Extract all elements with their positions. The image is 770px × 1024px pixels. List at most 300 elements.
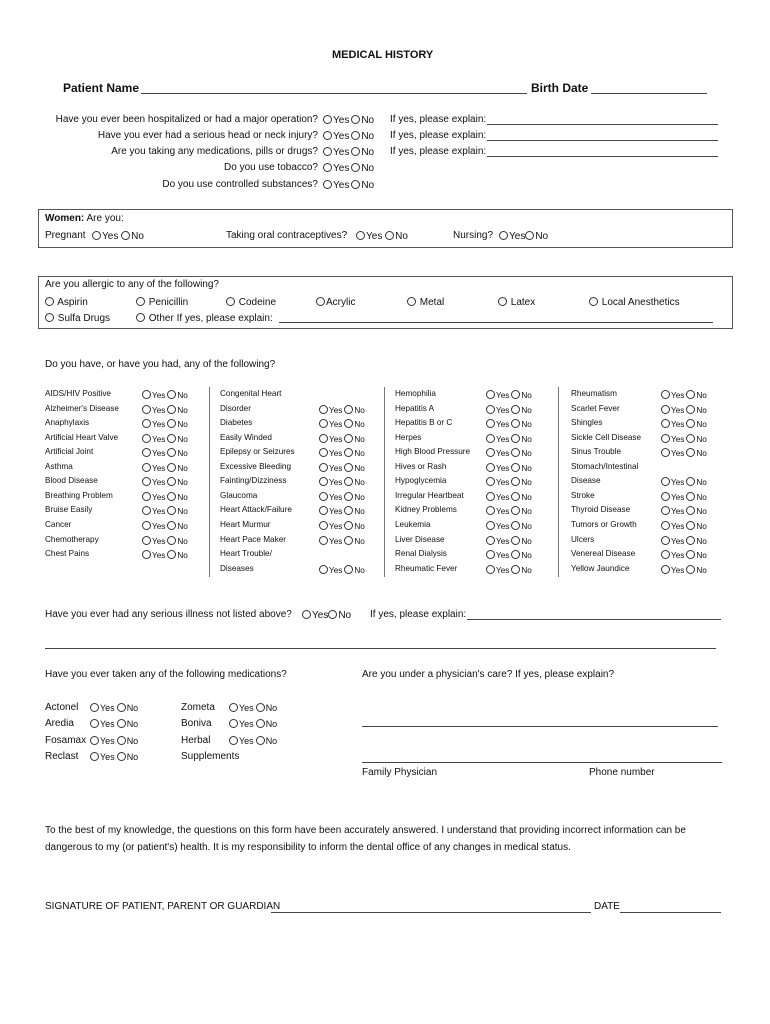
condition-hives-or-rash-no-radio[interactable] — [511, 463, 520, 472]
condition-label: Chest Pains — [45, 549, 90, 559]
condition-shingles-yes-no[interactable] — [661, 419, 707, 429]
acrylic-radio[interactable] — [316, 297, 325, 306]
yes-label: Yes — [671, 507, 685, 517]
contraceptives-yes-no[interactable]: Yes No — [356, 231, 408, 242]
condition-sickle-cell-disease-no-radio[interactable] — [686, 434, 695, 443]
condition-label: Congenital Heart — [220, 389, 282, 398]
condition-kidney-problems-yes-no[interactable] — [486, 506, 532, 516]
condition-high-blood-pressure-yes-radio[interactable] — [486, 448, 495, 457]
condition-cancer-no-radio[interactable] — [167, 521, 176, 530]
patient-name-label: Patient Name — [63, 81, 140, 95]
condition-ulcers-yes-radio[interactable] — [661, 536, 670, 545]
condition-heart-attack-failure-no-radio[interactable] — [344, 506, 353, 515]
medication-boniva-no-radio[interactable] — [256, 719, 265, 728]
condition-yellow-jaundice-yes-radio[interactable] — [661, 565, 670, 574]
contraceptives-yes-radio[interactable] — [356, 231, 365, 240]
yes-label: Yes — [333, 163, 350, 174]
condition-label: Liver Disease — [395, 534, 445, 544]
condition-label: Disorder — [220, 403, 251, 413]
condition-scarlet-fever-yes-radio[interactable] — [661, 405, 670, 414]
condition-hives-or-rash-yes-radio[interactable] — [486, 463, 495, 472]
condition-label: Shingles — [571, 418, 603, 428]
condition-asthma-no-radio[interactable] — [167, 463, 176, 472]
condition-hypoglycemia-yes-radio[interactable] — [486, 477, 495, 486]
condition-breathing-problem-yes-no[interactable] — [142, 492, 188, 502]
medication-boniva-yes-radio[interactable] — [229, 719, 238, 728]
medication-fosamax-no-radio[interactable] — [117, 736, 126, 745]
condition-thyroid-disease-yes-no[interactable] — [661, 506, 707, 516]
condition-hemophilia-yes-no[interactable] — [486, 390, 532, 400]
yes-label: Yes — [496, 463, 510, 473]
condition-hepatitis-b-or-c-no-radio[interactable] — [511, 419, 520, 428]
condition-breathing-problem-no-radio[interactable] — [167, 492, 176, 501]
yes-label: Yes — [152, 420, 166, 430]
medication-zometa-yes-radio[interactable] — [229, 703, 238, 712]
condition-stroke-yes-no[interactable] — [661, 492, 707, 502]
yes-label: Yes — [152, 492, 166, 502]
question-5: Do you use controlled substances? — [162, 179, 318, 190]
condition-alzheimer-s-disease-yes-no[interactable] — [142, 405, 188, 415]
nursing-yes-no[interactable]: Yes No — [499, 231, 548, 242]
no-label: No — [696, 521, 707, 531]
codeine-option[interactable] — [226, 297, 276, 308]
condition-hemophilia-yes-radio[interactable] — [486, 390, 495, 399]
question-2-yes-radio[interactable] — [323, 131, 332, 140]
condition-hepatitis-a-yes-radio[interactable] — [486, 405, 495, 414]
no-label: No — [177, 478, 188, 488]
condition-chemotherapy-no-radio[interactable] — [167, 536, 176, 545]
condition-label: Hepatitis B or C — [395, 418, 453, 428]
condition-sickle-cell-disease-yes-radio[interactable] — [661, 434, 670, 443]
medication-reclast-yes-radio[interactable] — [90, 752, 99, 761]
condition-heart-pace-maker-no-radio[interactable] — [344, 536, 353, 545]
yes-label: Yes — [152, 434, 166, 444]
codeine-radio[interactable] — [226, 297, 235, 306]
condition-label: Disease — [571, 476, 601, 486]
question-2-yes-no[interactable] — [323, 131, 374, 142]
condition-excessive-bleeding-yes-no[interactable] — [319, 463, 365, 473]
patient-name-field[interactable] — [141, 93, 527, 94]
condition-breathing-problem-yes-radio[interactable] — [142, 492, 151, 501]
condition-chemotherapy-yes-no[interactable] — [142, 536, 188, 546]
pregnant-yes-radio[interactable] — [92, 231, 101, 240]
condition-blood-disease-no-radio[interactable] — [167, 477, 176, 486]
condition-renal-dialysis-yes-radio[interactable] — [486, 550, 495, 559]
condition-blood-disease-yes-radio[interactable] — [142, 477, 151, 486]
no-label: No — [361, 115, 375, 126]
question-2: Have you ever had a serious head or neck injury? — [97, 130, 318, 141]
metal-option[interactable] — [407, 297, 444, 308]
no-label: No — [696, 391, 707, 400]
local-anesthetics-radio[interactable] — [589, 297, 598, 306]
penicillin-radio[interactable] — [136, 297, 145, 306]
yes-label: Yes — [496, 391, 510, 400]
condition-high-blood-pressure-no-radio[interactable] — [511, 448, 520, 457]
birth-date-field[interactable] — [591, 93, 707, 94]
nursing-no-radio[interactable] — [525, 231, 534, 240]
family-physician-field[interactable] — [362, 762, 722, 763]
condition-artificial-heart-valve-yes-no[interactable] — [142, 434, 188, 444]
question-1-no-radio[interactable] — [351, 115, 360, 124]
physician-question: Are you under a physician's care? If yes, please explain? — [362, 669, 615, 680]
condition-glaucoma-no-radio[interactable] — [344, 492, 353, 501]
condition-easily-winded-no-radio[interactable] — [344, 434, 353, 443]
medication-aredia-yes-radio[interactable] — [90, 719, 99, 728]
yes-label: Yes — [329, 521, 343, 531]
condition-diseases-no-radio[interactable] — [344, 565, 353, 574]
no-label: No — [354, 492, 365, 502]
condition-epilepsy-or-seizures-yes-no[interactable] — [319, 448, 365, 458]
condition-artificial-heart-valve-no-radio[interactable] — [167, 434, 176, 443]
condition-disorder-yes-radio[interactable] — [319, 405, 328, 414]
condition-disease-yes-radio[interactable] — [661, 477, 670, 486]
metal-label: Metal — [417, 297, 445, 308]
no-label: No — [177, 463, 188, 473]
medication-herbal-yes-radio[interactable] — [229, 736, 238, 745]
explain-label: If yes, please explain: — [390, 114, 487, 125]
condition-anaphylaxis-no-radio[interactable] — [167, 419, 176, 428]
metal-radio[interactable] — [407, 297, 416, 306]
condition-hepatitis-b-or-c-yes-no[interactable] — [486, 419, 532, 429]
yes-label: Yes — [496, 551, 510, 561]
condition-alzheimer-s-disease-yes-radio[interactable] — [142, 405, 151, 414]
question-4-yes-radio[interactable] — [323, 163, 332, 172]
condition-label: Heart Murmur — [220, 519, 271, 529]
condition-hypoglycemia-yes-no[interactable] — [486, 477, 532, 487]
form-title: MEDICAL HISTORY — [332, 49, 434, 61]
date-field[interactable] — [620, 912, 721, 913]
condition-heart-pace-maker-yes-no[interactable] — [319, 536, 365, 546]
penicillin-label: Penicillin — [146, 297, 189, 308]
condition-heart-murmur-yes-radio[interactable] — [319, 521, 328, 530]
condition-aids-hiv-positive-yes-no[interactable] — [142, 390, 188, 400]
serious-illness-extra-line[interactable] — [45, 648, 716, 649]
condition-label: Diseases — [220, 563, 254, 573]
condition-disease-yes-no[interactable] — [661, 477, 707, 487]
no-label: No — [177, 536, 188, 546]
condition-diseases-yes-radio[interactable] — [319, 565, 328, 574]
question-1-yes-no[interactable] — [323, 115, 374, 126]
condition-thyroid-disease-no-radio[interactable] — [686, 506, 695, 515]
no-label: No — [521, 492, 532, 502]
no-label: No — [521, 536, 532, 546]
condition-anaphylaxis-yes-no[interactable] — [142, 419, 188, 429]
condition-excessive-bleeding-no-radio[interactable] — [344, 463, 353, 472]
yes-label: Yes — [496, 492, 510, 502]
condition-sinus-trouble-no-radio[interactable] — [686, 448, 695, 457]
pregnant-no-radio[interactable] — [121, 231, 130, 240]
question-3-no-radio[interactable] — [351, 147, 360, 156]
sulfa-drugs-radio[interactable] — [45, 313, 54, 322]
question-2-no-radio[interactable] — [351, 131, 360, 140]
condition-easily-winded-yes-no[interactable] — [319, 434, 365, 444]
condition-fainting-dizziness-yes-radio[interactable] — [319, 477, 328, 486]
aspirin-radio[interactable] — [45, 297, 54, 306]
condition-leukemia-no-radio[interactable] — [511, 521, 520, 530]
women-heading: Women: Are you: — [45, 213, 124, 224]
condition-thyroid-disease-yes-radio[interactable] — [661, 506, 670, 515]
condition-venereal-disease-no-radio[interactable] — [686, 550, 695, 559]
condition-label: Rheumatic Fever — [395, 563, 458, 573]
yes-label: Yes — [239, 736, 254, 746]
condition-yellow-jaundice-yes-no[interactable] — [661, 565, 707, 575]
contraceptives-no-radio[interactable] — [385, 231, 394, 240]
question-3-yes-no[interactable] — [323, 147, 374, 158]
condition-label: Rheumatism — [571, 389, 617, 398]
medication-herbal-yes-no[interactable] — [229, 736, 277, 746]
condition-chemotherapy-yes-radio[interactable] — [142, 536, 151, 545]
condition-asthma-yes-no[interactable] — [142, 463, 188, 473]
condition-rheumatic-fever-yes-radio[interactable] — [486, 565, 495, 574]
serious-illness-explain-label: If yes, please explain: — [370, 609, 467, 620]
yes-label: Yes — [671, 536, 685, 546]
medication-label: Boniva — [181, 718, 212, 729]
condition-stroke-no-radio[interactable] — [686, 492, 695, 501]
condition-label: Hypoglycemia — [395, 476, 447, 486]
condition-irregular-heartbeat-yes-no[interactable] — [486, 492, 532, 502]
condition-diabetes-yes-no[interactable] — [319, 419, 365, 429]
serious-illness-yes-no[interactable]: Yes No — [302, 610, 351, 621]
sulfa-drugs-option[interactable]: Sulfa Drugs — [45, 313, 110, 324]
condition-alzheimer-s-disease-no-radio[interactable] — [167, 405, 176, 414]
condition-diseases-yes-no[interactable] — [319, 565, 365, 575]
condition-rheumatic-fever-no-radio[interactable] — [511, 565, 520, 574]
condition-excessive-bleeding-yes-radio[interactable] — [319, 463, 328, 472]
condition-heart-murmur-no-radio[interactable] — [344, 521, 353, 530]
latex-option[interactable] — [498, 297, 535, 308]
yes-label: Yes — [152, 478, 166, 488]
medication-aredia-no-radio[interactable] — [117, 719, 126, 728]
condition-liver-disease-no-radio[interactable] — [511, 536, 520, 545]
medication-aredia-yes-no[interactable] — [90, 719, 138, 729]
condition-shingles-no-radio[interactable] — [686, 419, 695, 428]
condition-chest-pains-yes-no[interactable] — [142, 550, 188, 560]
penicillin-option[interactable] — [136, 297, 188, 308]
other-allergy-explain-field[interactable] — [279, 322, 713, 323]
acrylic-option[interactable] — [316, 297, 355, 308]
yes-label: Yes — [329, 463, 343, 473]
condition-scarlet-fever-no-radio[interactable] — [686, 405, 695, 414]
no-label: No — [177, 391, 188, 400]
question-1-explain-field[interactable] — [487, 124, 718, 125]
condition-anaphylaxis-yes-radio[interactable] — [142, 419, 151, 428]
question-3-yes-radio[interactable] — [323, 147, 332, 156]
question-3-explain-field[interactable] — [487, 156, 718, 157]
condition-venereal-disease-yes-radio[interactable] — [661, 550, 670, 559]
condition-herpes-yes-no[interactable] — [486, 434, 532, 444]
condition-renal-dialysis-yes-no[interactable] — [486, 550, 532, 560]
condition-heart-pace-maker-yes-radio[interactable] — [319, 536, 328, 545]
condition-label: Irregular Heartbeat — [395, 490, 464, 500]
condition-hypoglycemia-no-radio[interactable] — [511, 477, 520, 486]
question-1-yes-radio[interactable] — [323, 115, 332, 124]
condition-liver-disease-yes-radio[interactable] — [486, 536, 495, 545]
conditions-question: Do you have, or have you had, any of the following? — [45, 359, 276, 370]
condition-disease-no-radio[interactable] — [686, 477, 695, 486]
condition-epilepsy-or-seizures-no-radio[interactable] — [344, 448, 353, 457]
condition-artificial-heart-valve-yes-radio[interactable] — [142, 434, 151, 443]
condition-hives-or-rash-yes-no[interactable] — [486, 463, 532, 473]
condition-renal-dialysis-no-radio[interactable] — [511, 550, 520, 559]
condition-herpes-no-radio[interactable] — [511, 434, 520, 443]
condition-label: Asthma — [45, 461, 73, 471]
condition-epilepsy-or-seizures-yes-radio[interactable] — [319, 448, 328, 457]
condition-ulcers-no-radio[interactable] — [686, 536, 695, 545]
nursing-yes-radio[interactable] — [499, 231, 508, 240]
condition-aids-hiv-positive-yes-radio[interactable] — [142, 390, 151, 399]
condition-chest-pains-yes-radio[interactable] — [142, 550, 151, 559]
condition-high-blood-pressure-yes-no[interactable] — [486, 448, 532, 458]
no-label: No — [521, 507, 532, 517]
local-anesthetics-option[interactable] — [589, 297, 680, 308]
condition-herpes-yes-radio[interactable] — [486, 434, 495, 443]
condition-leukemia-yes-radio[interactable] — [486, 521, 495, 530]
medications-question: Have you ever taken any of the following medications? — [45, 669, 287, 680]
pregnant-yes-no[interactable]: Yes No — [92, 231, 144, 242]
condition-shingles-yes-radio[interactable] — [661, 419, 670, 428]
condition-sickle-cell-disease-yes-no[interactable] — [661, 434, 707, 444]
condition-disorder-no-radio[interactable] — [344, 405, 353, 414]
condition-venereal-disease-yes-no[interactable] — [661, 550, 707, 560]
medication-label: Supplements — [181, 751, 240, 762]
question-4-no-radio[interactable] — [351, 163, 360, 172]
medication-boniva-yes-no[interactable] — [229, 719, 277, 729]
condition-cancer-yes-radio[interactable] — [142, 521, 151, 530]
condition-sinus-trouble-yes-radio[interactable] — [661, 448, 670, 457]
medication-herbal-no-radio[interactable] — [256, 736, 265, 745]
medication-reclast-yes-no[interactable] — [90, 752, 138, 762]
question-4-yes-no[interactable] — [323, 163, 374, 174]
yes-label: Yes — [671, 391, 685, 400]
latex-radio[interactable] — [498, 297, 507, 306]
condition-blood-disease-yes-no[interactable] — [142, 477, 188, 487]
medication-actonel-no-radio[interactable] — [117, 703, 126, 712]
no-label: No — [177, 449, 188, 459]
condition-label: Alzheimer's Disease — [45, 403, 119, 413]
condition-hepatitis-a-no-radio[interactable] — [511, 405, 520, 414]
birth-date-label: Birth Date — [531, 81, 589, 95]
medication-actonel-yes-no[interactable] — [90, 703, 138, 713]
condition-hemophilia-no-radio[interactable] — [511, 390, 520, 399]
condition-leukemia-yes-no[interactable] — [486, 521, 532, 531]
condition-diabetes-no-radio[interactable] — [344, 419, 353, 428]
acrylic-label: Acrylic — [326, 297, 356, 308]
question-5-yes-radio[interactable] — [323, 180, 332, 189]
condition-ulcers-yes-no[interactable] — [661, 536, 707, 546]
yes-label: Yes — [496, 521, 510, 531]
condition-kidney-problems-no-radio[interactable] — [511, 506, 520, 515]
condition-tumors-or-growth-no-radio[interactable] — [686, 521, 695, 530]
condition-bruise-easily-yes-radio[interactable] — [142, 506, 151, 515]
question-5-yes-no[interactable] — [323, 180, 374, 191]
condition-label: Anaphylaxis — [45, 418, 90, 428]
condition-diabetes-yes-radio[interactable] — [319, 419, 328, 428]
question-5-no-radio[interactable] — [351, 180, 360, 189]
condition-fainting-dizziness-yes-no[interactable] — [319, 477, 365, 487]
serious-illness-explain-field[interactable] — [467, 619, 721, 620]
question-2-explain-field[interactable] — [487, 140, 718, 141]
condition-bruise-easily-yes-no[interactable] — [142, 506, 188, 516]
condition-disorder-yes-no[interactable] — [319, 405, 365, 415]
condition-bruise-easily-no-radio[interactable] — [167, 506, 176, 515]
condition-label: Scarlet Fever — [571, 403, 620, 413]
no-label: No — [354, 463, 365, 473]
condition-aids-hiv-positive-no-radio[interactable] — [167, 390, 176, 399]
aspirin-option[interactable] — [45, 297, 88, 308]
condition-scarlet-fever-yes-no[interactable] — [661, 405, 707, 415]
condition-cancer-yes-no[interactable] — [142, 521, 188, 531]
condition-artificial-joint-no-radio[interactable] — [167, 448, 176, 457]
condition-rheumatism-no-radio[interactable] — [686, 390, 695, 399]
condition-label: Stroke — [571, 490, 595, 500]
condition-label: Easily Winded — [220, 432, 272, 442]
condition-liver-disease-yes-no[interactable] — [486, 536, 532, 546]
signature-field[interactable] — [271, 912, 591, 913]
condition-heart-attack-failure-yes-radio[interactable] — [319, 506, 328, 515]
yes-label: Yes — [496, 405, 510, 415]
condition-sinus-trouble-yes-no[interactable] — [661, 448, 707, 458]
yes-label: Yes — [329, 478, 343, 488]
no-label: No — [126, 752, 139, 762]
physician-explain-field[interactable] — [362, 726, 718, 727]
condition-asthma-yes-radio[interactable] — [142, 463, 151, 472]
serious-illness-no-radio[interactable] — [328, 610, 337, 619]
medication-reclast-no-radio[interactable] — [117, 752, 126, 761]
condition-label: Leukemia — [395, 519, 431, 529]
yes-label: Yes — [671, 405, 685, 415]
condition-glaucoma-yes-no[interactable] — [319, 492, 365, 502]
yes-label: Yes — [333, 115, 350, 126]
no-label: No — [354, 478, 365, 488]
condition-easily-winded-yes-radio[interactable] — [319, 434, 328, 443]
medication-zometa-yes-no[interactable] — [229, 703, 277, 713]
medication-zometa-no-radio[interactable] — [256, 703, 265, 712]
medication-actonel-yes-radio[interactable] — [90, 703, 99, 712]
yes-label: Yes — [496, 478, 510, 488]
condition-label: Thyroid Disease — [571, 505, 631, 515]
condition-tumors-or-growth-yes-no[interactable] — [661, 521, 707, 531]
yes-label: Yes — [496, 536, 510, 546]
condition-rheumatic-fever-yes-no[interactable] — [486, 565, 532, 575]
condition-yellow-jaundice-no-radio[interactable] — [686, 565, 695, 574]
condition-tumors-or-growth-yes-radio[interactable] — [661, 521, 670, 530]
no-label: No — [521, 434, 532, 444]
condition-heart-attack-failure-yes-no[interactable] — [319, 506, 365, 516]
condition-hepatitis-a-yes-no[interactable] — [486, 405, 532, 415]
condition-artificial-joint-yes-no[interactable] — [142, 448, 188, 458]
condition-artificial-joint-yes-radio[interactable] — [142, 448, 151, 457]
condition-irregular-heartbeat-yes-radio[interactable] — [486, 492, 495, 501]
condition-rheumatism-yes-no[interactable] — [661, 390, 707, 400]
condition-hepatitis-b-or-c-yes-radio[interactable] — [486, 419, 495, 428]
condition-chest-pains-no-radio[interactable] — [167, 550, 176, 559]
condition-label: Hives or Rash — [395, 461, 447, 471]
condition-irregular-heartbeat-no-radio[interactable] — [511, 492, 520, 501]
serious-illness-yes-radio[interactable] — [302, 610, 311, 619]
condition-glaucoma-yes-radio[interactable] — [319, 492, 328, 501]
other-allergy-radio[interactable] — [136, 313, 145, 322]
condition-fainting-dizziness-no-radio[interactable] — [344, 477, 353, 486]
no-label: No — [521, 551, 532, 561]
condition-heart-murmur-yes-no[interactable] — [319, 521, 365, 531]
other-allergy-option[interactable]: Other If yes, please explain: — [136, 313, 273, 324]
condition-rheumatism-yes-radio[interactable] — [661, 390, 670, 399]
condition-stroke-yes-radio[interactable] — [661, 492, 670, 501]
condition-kidney-problems-yes-radio[interactable] — [486, 506, 495, 515]
medication-fosamax-yes-radio[interactable] — [90, 736, 99, 745]
medication-label: Actonel — [45, 702, 79, 713]
medication-fosamax-yes-no[interactable] — [90, 736, 138, 746]
